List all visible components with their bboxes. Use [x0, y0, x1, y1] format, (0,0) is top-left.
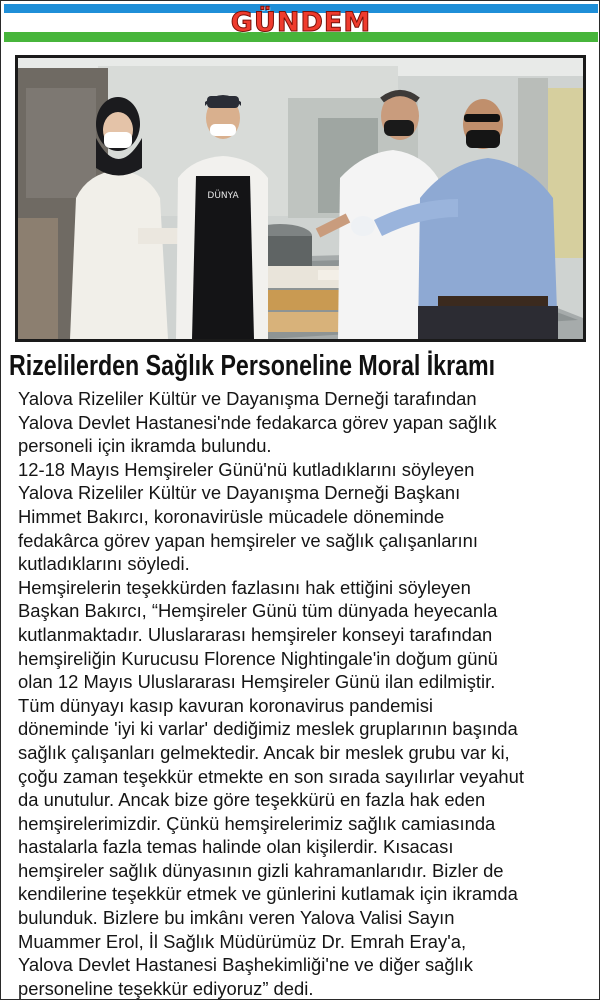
article-line: sağlık çalışanları gelmektedir. Ancak bir meslek grubu var ki, — [18, 741, 510, 763]
article-line: kutlanmaktadır. Uluslararası hemşireler konseyi tarafından — [18, 623, 493, 645]
article-line: personeli için ikramda bulundu. — [18, 435, 272, 457]
article-headline: Rizelilerden Sağlık Personeline Moral İkramı — [9, 350, 496, 382]
article-line: döneminde 'iyi ki varlar' dediğimiz meslek gruplarının başında — [18, 718, 518, 740]
article-line: Hemşirelerin teşekkürden fazlasını hak ettiğini söyleyen — [18, 576, 471, 598]
article-line: hastalarla fazla temas halinde olan kişilerdir. Kısacası — [18, 836, 454, 858]
article-line: Tüm dünyayı kasıp kavuran koronavirus pandemisi — [18, 694, 434, 716]
article-line: personeline teşekkür ediyoruz” dedi. — [18, 977, 314, 999]
article-line: Yalova Devlet Hastanesi Başhekimliği'ne ve diğer sağlık — [18, 954, 473, 976]
article-line: hemşireliğin Kurucusu Florence Nightingale'in doğum günü — [18, 647, 498, 669]
article-line: Yalova Rizeliler Kültür ve Dayanışma Derneği Başkanı — [18, 482, 461, 504]
article-line: çoğu zaman teşekkür etmekte en son sırada sayılırlar veyahut — [18, 765, 524, 787]
article-line: kutladıklarını söyledi. — [18, 553, 190, 575]
article-line: da unutulur. Ancak bize göre teşekkürü en fazla hak eden — [18, 789, 486, 811]
photo-illustration — [18, 58, 583, 339]
article-photo — [15, 55, 586, 342]
article-line: Yalova Rizeliler Kültür ve Dayanışma Derneği tarafından — [18, 388, 477, 409]
article-line: bulunduk. Bizlere bu imkânı veren Yalova Valisi Sayın — [18, 907, 455, 929]
article-line: hemşireler sağlık dünyasının gizli kahramanlarıdır. Bizler de — [18, 859, 504, 881]
section-title: GÜNDEM — [230, 7, 372, 38]
article-line: fedakârca görev yapan hemşireler ve sağlık çalışanlarını — [18, 529, 478, 551]
article-line: Muammer Erol, İl Sağlık Müdürümüz Dr. Emrah Eray'a, — [18, 930, 467, 952]
section-header-bar — [4, 4, 598, 42]
article-line: hemşirelerimizdir. Çünkü hemşirelerimiz sağlık camiasında — [18, 812, 496, 834]
article-line: olan 12 Mayıs Uluslararası Hemşireler Günü ilan edilmiştir. — [18, 671, 496, 693]
article-line: 12-18 Mayıs Hemşireler Günü'nü kutladıklarını söyleyen — [18, 458, 475, 480]
article-line: Himmet Bakırcı, koronavirüsle mücadele döneminde — [18, 505, 445, 527]
article-line: Başkan Bakırcı, “Hemşireler Günü tüm dünyada heyecanla — [18, 600, 498, 622]
apron-logo-text: DÜNYA — [207, 191, 239, 201]
article-line: kendilerine teşekkür etmek ve günlerini kutlamak için ikramda — [18, 883, 518, 905]
article-body — [18, 387, 596, 1000]
article-line: Yalova Devlet Hastanesi'nde fedakarca görev yapan sağlık — [18, 411, 497, 433]
